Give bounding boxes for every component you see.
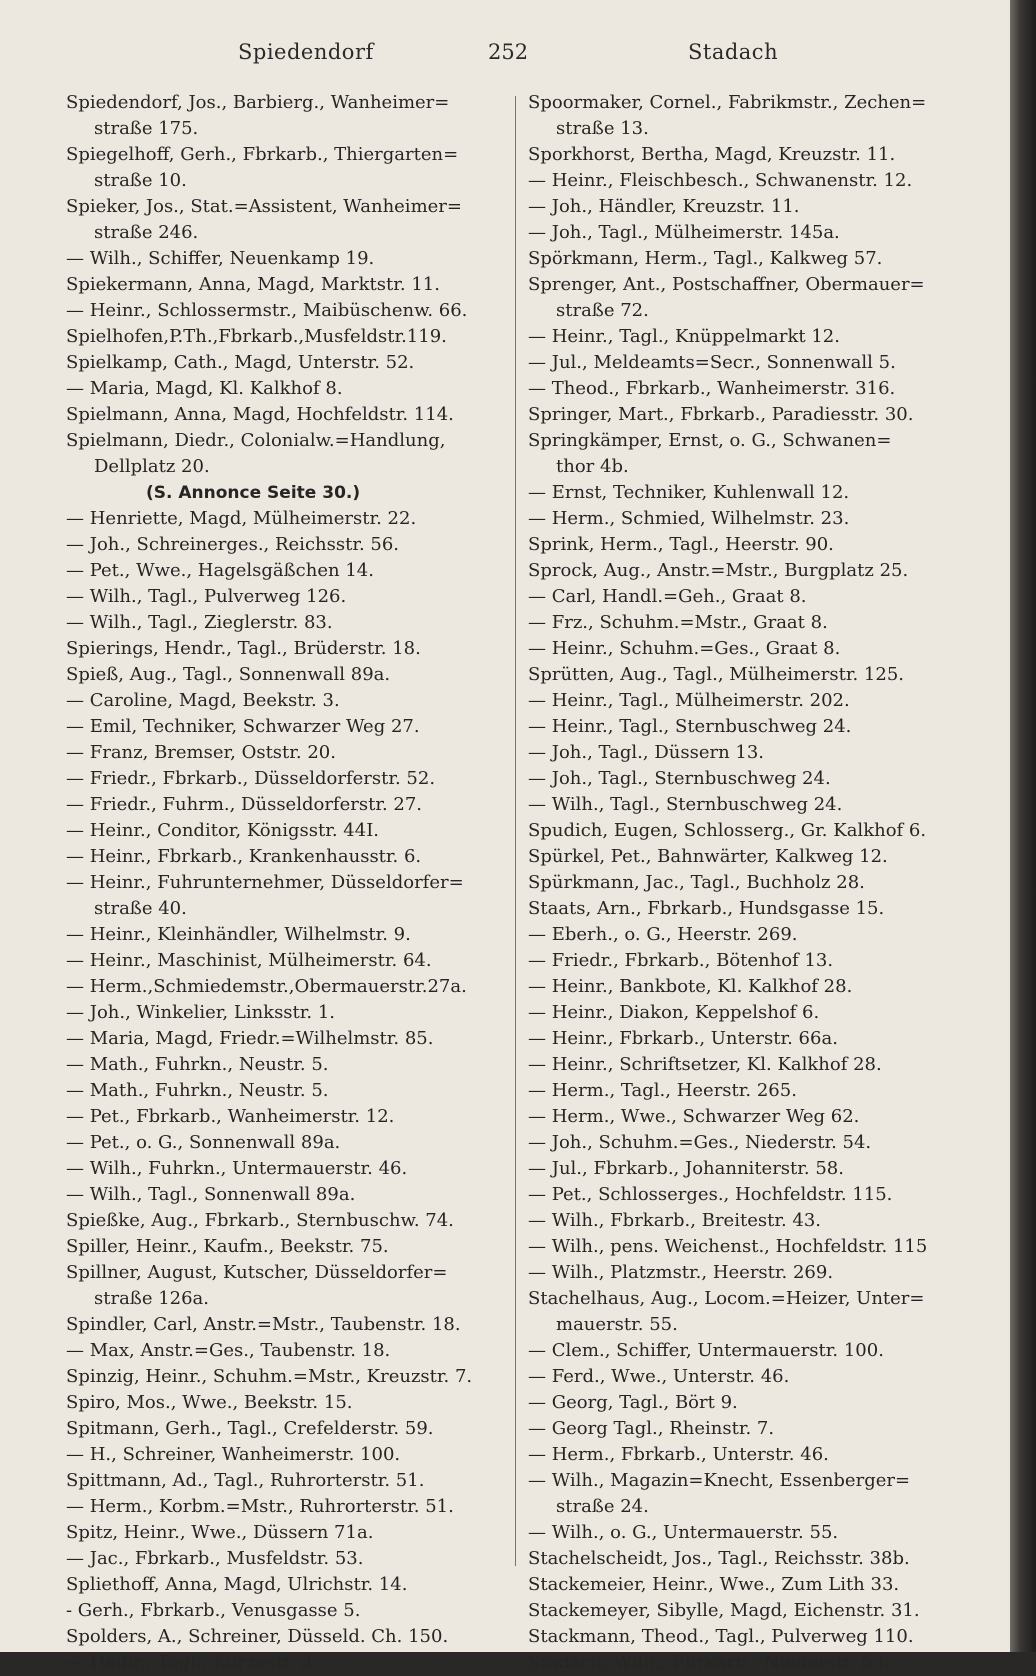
directory-entry: — Wilh., Fbrkarb., Breitestr. 43. xyxy=(528,1210,822,1231)
directory-entry: Spieker, Jos., Stat.=Assistent, Wanheimer= xyxy=(66,196,462,217)
directory-entry: — Wilh., Tagl., Sternbuschweg 24. xyxy=(528,794,843,815)
directory-entry: Spierings, Hendr., Tagl., Brüderstr. 18. xyxy=(66,638,421,659)
directory-entry: Spielhofen,P.Th.,Fbrkarb.,Musfeldstr.119. xyxy=(66,326,447,347)
directory-entry: Spielkamp, Cath., Magd, Unterstr. 52. xyxy=(66,352,415,373)
directory-entry: Spitz, Heinr., Wwe., Düssern 71a. xyxy=(66,1522,374,1543)
directory-entry: — Heinr., Fbrkarb., Unterstr. 66a. xyxy=(528,1028,838,1049)
header-right-catchword: Stadach xyxy=(688,40,779,64)
directory-entry: - Gerh., Fbrkarb., Venusgasse 5. xyxy=(66,1600,361,1621)
directory-entry: Staats, Arn., Fbrkarb., Hundsgasse 15. xyxy=(528,898,885,919)
entry-continuation: mauerstr. 55. xyxy=(556,1314,678,1335)
directory-entry: — Eberh., o. G., Heerstr. 269. xyxy=(528,924,798,945)
directory-entry: — Wilh., Tagl., Zieglerstr. 83. xyxy=(66,612,333,633)
directory-entry: — Jac., Fbrkarb., Musfeldstr. 53. xyxy=(66,1548,364,1569)
directory-entry: — Clem., Schiffer, Untermauerstr. 100. xyxy=(528,1340,884,1361)
directory-entry: Spielmann, Diedr., Colonialw.=Handlung, xyxy=(66,430,446,451)
entry-continuation: straße 24. xyxy=(556,1496,649,1517)
directory-entry: — Heinr., Tagl., Sternbuschweg 24. xyxy=(528,716,852,737)
column-divider xyxy=(515,96,516,1566)
directory-entry: Sporkhorst, Bertha, Magd, Kreuzstr. 11. xyxy=(528,144,896,165)
directory-entry: — Georg, Tagl., Bört 9. xyxy=(528,1392,738,1413)
directory-entry: — Henriette, Magd, Mülheimerstr. 22. xyxy=(66,508,417,529)
directory-entry: Spoormaker, Cornel., Fabrikmstr., Zechen= xyxy=(528,92,927,113)
directory-entry: Spolders, A., Schreiner, Düsseld. Ch. 150. xyxy=(66,1626,449,1647)
directory-entry: Spiegelhoff, Gerh., Fbrkarb., Thiergarten= xyxy=(66,144,459,165)
entry-continuation: thor 4b. xyxy=(556,456,629,477)
entry-continuation: straße 126a. xyxy=(94,1288,210,1309)
directory-entry: — Heinr., Tagl., Mülheimerstr. 202. xyxy=(528,690,850,711)
directory-entry: — Herm., Fbrkarb., Unterstr. 46. xyxy=(528,1444,829,1465)
header-left-catchword: Spiedendorf xyxy=(238,40,374,64)
directory-entry: Spürkmann, Jac., Tagl., Buchholz 28. xyxy=(528,872,865,893)
directory-entry: Stachelscheidt, Jos., Tagl., Reichsstr. 38b. xyxy=(528,1548,910,1569)
directory-entry: — Joh., Winkelier, Linksstr. 1. xyxy=(66,1002,336,1023)
directory-entry: — Ernst, Techniker, Kuhlenwall 12. xyxy=(528,482,850,503)
directory-entry: — Heinr., Fuhrunternehmer, Düsseldorfer= xyxy=(66,872,464,893)
annonce-note: (S. Annonce Seite 30.) xyxy=(146,483,361,503)
directory-entry: Spürkel, Pet., Bahnwärter, Kalkweg 12. xyxy=(528,846,888,867)
directory-entry: — Pet., Schlosserges., Hochfeldstr. 115. xyxy=(528,1184,893,1205)
directory-entry: — Wilh., Tagl., Pulverweg 126. xyxy=(66,586,347,607)
directory-entry: — Herm., Wwe., Schwarzer Weg 62. xyxy=(528,1106,860,1127)
entry-continuation: straße 13. xyxy=(556,118,649,139)
directory-entry: — Caroline, Magd, Beekstr. 3. xyxy=(66,690,340,711)
directory-entry: — Carl, Handl.=Geh., Graat 8. xyxy=(528,586,807,607)
directory-entry: — Pet., Fbrkarb., Wanheimerstr. 12. xyxy=(66,1106,395,1127)
directory-entry: Spitmann, Gerh., Tagl., Crefelderstr. 59. xyxy=(66,1418,434,1439)
directory-entry: — Ferd., Wwe., Unterstr. 46. xyxy=(528,1366,790,1387)
directory-entry: — Jul., Meldeamts=Secr., Sonnenwall 5. xyxy=(528,352,896,373)
directory-entry: — Joh., Tagl., Mülheimerstr. 145a. xyxy=(528,222,840,243)
directory-entry: — Wilh., Platzmstr., Heerstr. 269. xyxy=(528,1262,834,1283)
directory-entry: — Wilh., Schiffer, Neuenkamp 19. xyxy=(66,248,375,269)
directory-entry: Stackmann, Theod., Tagl., Pulverweg 110. xyxy=(528,1626,914,1647)
directory-entry: — Herm., Korbm.=Mstr., Ruhrorterstr. 51. xyxy=(66,1496,454,1517)
directory-entry: — Pet., Wwe., Hagelsgäßchen 14. xyxy=(66,560,374,581)
directory-entry: — Heinr., Conditor, Königsstr. 44I. xyxy=(66,820,380,841)
entry-continuation: straße 72. xyxy=(556,300,649,321)
directory-entry: — Joh., Schuhm.=Ges., Niederstr. 54. xyxy=(528,1132,872,1153)
directory-entry: — Friedr., Fbrkarb., Düsseldorferstr. 52. xyxy=(66,768,436,789)
page-header xyxy=(70,40,950,74)
directory-entry: Sprock, Aug., Anstr.=Mstr., Burgplatz 25. xyxy=(528,560,909,581)
directory-entry: — Wilh., pens. Weichenst., Hochfeldstr. 115 xyxy=(528,1236,928,1257)
directory-entry: — Theod., Fbrkarb., Wanheimerstr. 316. xyxy=(528,378,896,399)
directory-entry: — Heinr., Kleinhändler, Wilhelmstr. 9. xyxy=(66,924,411,945)
directory-entry: — Heinr., Fbrkarb., Krankenhausstr. 6. xyxy=(66,846,422,867)
directory-entry: Sprenger, Ant., Postschaffner, Obermauer= xyxy=(528,274,925,295)
directory-entry: Springer, Mart., Fbrkarb., Paradiesstr. 30. xyxy=(528,404,914,425)
directory-entry: — Heinr., Diakon, Keppelshof 6. xyxy=(528,1002,820,1023)
right-column xyxy=(528,90,980,1676)
directory-entry: Springkämper, Ernst, o. G., Schwanen= xyxy=(528,430,892,451)
entry-continuation: Dellplatz 20. xyxy=(94,456,210,477)
directory-entry: — Joh., Tagl., Sternbuschweg 24. xyxy=(528,768,831,789)
directory-entry: — Heinr., Schriftsetzer, Kl. Kalkhof 28. xyxy=(528,1054,882,1075)
directory-entry: — Frz., Schuhm.=Mstr., Graat 8. xyxy=(528,612,828,633)
entry-continuation: straße 40. xyxy=(94,898,187,919)
directory-entry: — Heinr., Schlossermstr., Maibüschenw. 66. xyxy=(66,300,468,321)
directory-entry: Stackemeyer, Sibylle, Magd, Eichenstr. 31. xyxy=(528,1600,920,1621)
directory-entry: Spillner, August, Kutscher, Düsseldorfer= xyxy=(66,1262,448,1283)
directory-entry: — Max, Anstr.=Ges., Taubenstr. 18. xyxy=(66,1340,391,1361)
directory-entry: Sprütten, Aug., Tagl., Mülheimerstr. 125. xyxy=(528,664,904,685)
directory-entry: Stackemeier, Heinr., Wwe., Zum Lith 33. xyxy=(528,1574,900,1595)
directory-entry: — Joh., Tagl., Düssern 13. xyxy=(528,742,765,763)
directory-entry: — Joh., Händler, Kreuzstr. 11. xyxy=(528,196,800,217)
entry-continuation: straße 175. xyxy=(94,118,199,139)
directory-entry: Sprink, Herm., Tagl., Heerstr. 90. xyxy=(528,534,834,555)
directory-entry: Spörkmann, Herm., Tagl., Kalkweg 57. xyxy=(528,248,883,269)
directory-entry: Spindler, Carl, Anstr.=Mstr., Taubenstr. 18. xyxy=(66,1314,461,1335)
directory-entry: Spiller, Heinr., Kaufm., Beekstr. 75. xyxy=(66,1236,389,1257)
directory-entry: Spielmann, Anna, Magd, Hochfeldstr. 114. xyxy=(66,404,454,425)
directory-entry: — Heinr., Bankbote, Kl. Kalkhof 28. xyxy=(528,976,853,997)
directory-entry: — Herm.,Schmiedemstr.,Obermauerstr.27a. xyxy=(66,976,467,997)
directory-entry: Stachelhaus, Aug., Locom.=Heizer, Unter= xyxy=(528,1288,925,1309)
directory-entry: Spinzig, Heinr., Schuhm.=Mstr., Kreuzstr. 7. xyxy=(66,1366,473,1387)
directory-entry: — Math., Fuhrkn., Neustr. 5. xyxy=(66,1080,329,1101)
directory-entry: — H., Schreiner, Wanheimerstr. 100. xyxy=(66,1444,401,1465)
directory-entry: — Pet., o. G., Sonnenwall 89a. xyxy=(66,1132,341,1153)
directory-entry: — Friedr., Fuhrm., Düsseldorferstr. 27. xyxy=(66,794,423,815)
directory-entry: — Heinr., Schuhm.=Ges., Graat 8. xyxy=(528,638,841,659)
entry-continuation: straße 10. xyxy=(94,170,187,191)
directory-entry: Spliethoff, Anna, Magd, Ulrichstr. 14. xyxy=(66,1574,408,1595)
directory-entry: — Heinr., Tagl., Kurzestr. 3. xyxy=(66,1652,319,1673)
directory-entry: — Heinr., Tagl., Knüppelmarkt 12. xyxy=(528,326,840,347)
left-column xyxy=(66,90,504,1676)
directory-entry: — Math., Fuhrkn., Neustr. 5. xyxy=(66,1054,329,1075)
directory-entry: Spittmann, Ad., Tagl., Ruhrorterstr. 51. xyxy=(66,1470,425,1491)
directory-entry: — Herm., Schmied, Wilhelmstr. 23. xyxy=(528,508,850,529)
directory-entry: — Heinr., Maschinist, Mülheimerstr. 64. xyxy=(66,950,432,971)
directory-entry: — Herm., Tagl., Heerstr. 265. xyxy=(528,1080,797,1101)
entry-continuation: straße 246. xyxy=(94,222,199,243)
directory-entry: Spießke, Aug., Fbrkarb., Sternbuschw. 74. xyxy=(66,1210,454,1231)
directory-entry: — Emil, Techniker, Schwarzer Weg 27. xyxy=(66,716,420,737)
directory-entry: — Maria, Magd, Friedr.=Wilhelmstr. 85. xyxy=(66,1028,434,1049)
directory-entry: Spieß, Aug., Tagl., Sonnenwall 89a. xyxy=(66,664,391,685)
directory-entry: Spudich, Eugen, Schlosserg., Gr. Kalkhof 6. xyxy=(528,820,927,841)
directory-entry: — Wilh., Fuhrkn., Untermauerstr. 46. xyxy=(66,1158,408,1179)
page-number: 252 xyxy=(488,40,529,64)
directory-entry: — Heinr., Fleischbesch., Schwanenstr. 12. xyxy=(528,170,913,191)
directory-entry: — Franz, Bremser, Oststr. 20. xyxy=(66,742,336,763)
page-edge-shadow xyxy=(1010,0,1036,1652)
directory-entry: Spiedendorf, Jos., Barbierg., Wanheimer= xyxy=(66,92,450,113)
directory-entry: — Wilh., Tagl., Sonnenwall 89a. xyxy=(66,1184,356,1205)
directory-entry: — Wilh., Magazin=Knecht, Essenberger= xyxy=(528,1470,911,1491)
directory-entry: — Jul., Fbrkarb., Johanniterstr. 58. xyxy=(528,1158,844,1179)
directory-entry: — Friedr., Fbrkarb., Bötenhof 13. xyxy=(528,950,834,971)
directory-entry: Stadach, Wilh., Fbrkarb., Niederstr. 53. xyxy=(528,1652,890,1673)
directory-entry: — Joh., Schreinerges., Reichsstr. 56. xyxy=(66,534,400,555)
directory-entry: — Georg Tagl., Rheinstr. 7. xyxy=(528,1418,775,1439)
directory-entry: — Wilh., o. G., Untermauerstr. 55. xyxy=(528,1522,839,1543)
directory-entry: Spiekermann, Anna, Magd, Marktstr. 11. xyxy=(66,274,440,295)
directory-entry: Spiro, Mos., Wwe., Beekstr. 15. xyxy=(66,1392,353,1413)
directory-entry: — Maria, Magd, Kl. Kalkhof 8. xyxy=(66,378,343,399)
